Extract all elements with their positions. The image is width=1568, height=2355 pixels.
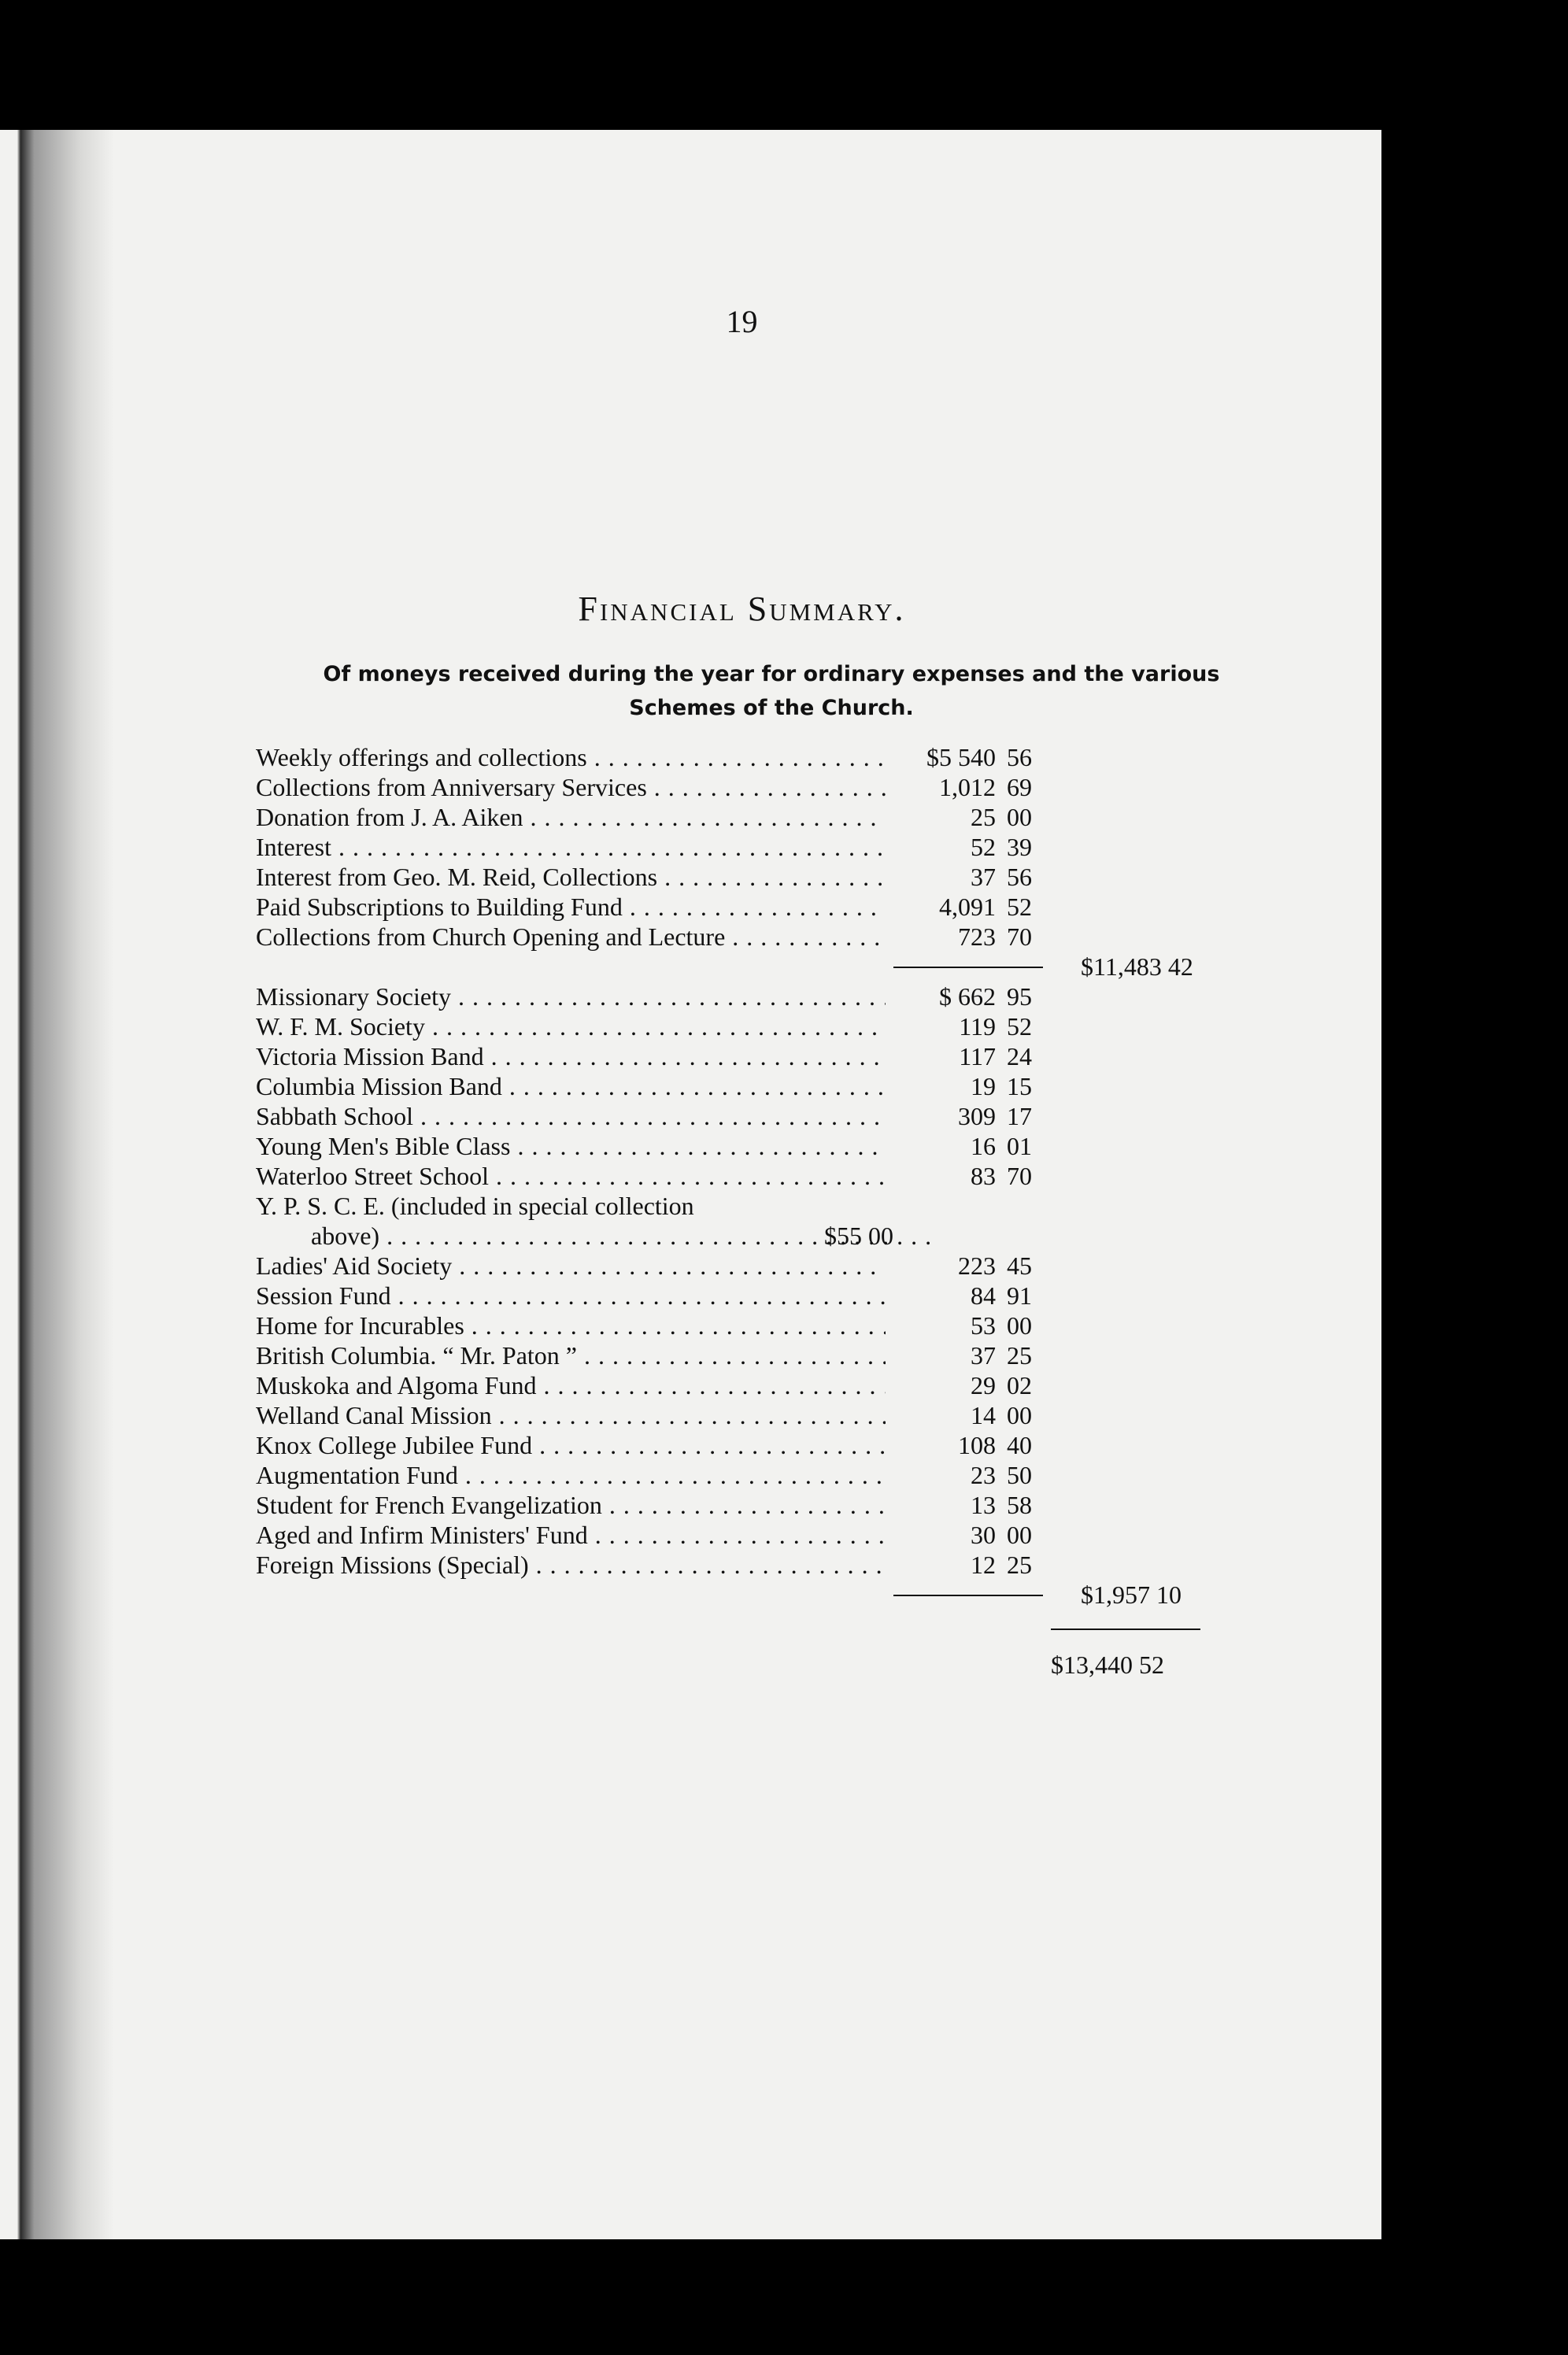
page-number: 19 [726, 304, 758, 339]
ledger-amount: $ 662 [939, 982, 996, 1011]
ledger-label: Paid Subscriptions to Building Fund . . . [256, 892, 886, 922]
ledger-amount: 117 [959, 1042, 996, 1070]
ledger-row [256, 742, 1256, 772]
ledger-row [256, 1370, 1256, 1400]
ledger-row [256, 1071, 1256, 1101]
section1-rule [893, 967, 1043, 968]
ledger-cents: 91 [1007, 1281, 1032, 1310]
ledger-row [256, 1490, 1256, 1520]
section1-total: $11,483 42 [1081, 952, 1193, 981]
ledger-cents: 52 [1007, 1012, 1032, 1041]
ledger-label: Foreign Missions (Special) . . . [256, 1550, 886, 1580]
ypsce-label-1: Y. P. S. C. E. (included in special collection [256, 1192, 694, 1220]
ledger-label: Knox College Jubilee Fund . . . [256, 1430, 886, 1460]
section2-total: $1,957 10 [1081, 1580, 1182, 1609]
ledger-row [256, 1011, 1256, 1041]
ledger-amount: 37 [971, 1341, 996, 1370]
ledger-cents: 39 [1007, 833, 1032, 861]
ledger-cents: 25 [1007, 1341, 1032, 1370]
ledger-cents: 17 [1007, 1102, 1032, 1130]
ledger-cents: 52 [1007, 893, 1032, 921]
subtitle-line-1: Of moneys received during the year for ordinary expenses and the various [323, 662, 1220, 686]
ledger-row [256, 1460, 1256, 1490]
grand-total: $13,440 52 [1051, 1651, 1164, 1679]
section2-rule [893, 1595, 1043, 1596]
document-page [102, 130, 1381, 2239]
ledger-amount: 223 [958, 1251, 996, 1280]
ledger-label: Missionary Society . . . [256, 982, 886, 1011]
ledger-row [256, 772, 1256, 802]
ledger-cents: 58 [1007, 1491, 1032, 1519]
ledger-cents: 70 [1007, 1162, 1032, 1190]
ledger-row [256, 832, 1256, 862]
page-title: Financial Summary. [578, 590, 906, 628]
ypsce-row-1 [256, 1191, 1256, 1221]
ledger-label: Weekly offerings and collections . . . [256, 742, 886, 772]
ledger-cents: 70 [1007, 922, 1032, 951]
ledger-amount: 119 [959, 1012, 996, 1041]
ledger-label: Muskoka and Algoma Fund . . . [256, 1370, 886, 1400]
ledger-label: Session Fund . . . [256, 1281, 886, 1311]
ledger-label: Collections from Anniversary Services . . . [256, 772, 886, 802]
ledger-cents: 95 [1007, 982, 1032, 1011]
ledger-label: Waterloo Street School . . . [256, 1161, 886, 1191]
ledger-cents: 00 [1007, 1311, 1032, 1340]
ledger-label: Student for French Evangelization . . . [256, 1490, 886, 1520]
ledger-label: Augmentation Fund . . . [256, 1460, 886, 1490]
ledger-cents: 40 [1007, 1431, 1032, 1459]
grand-total-rule [1051, 1629, 1200, 1630]
ledger-row [256, 1550, 1256, 1580]
ledger-label: Aged and Infirm Ministers' Fund . . . [256, 1520, 886, 1550]
ledger-row [256, 1251, 1256, 1281]
ledger-label: Home for Incurables . . . [256, 1311, 886, 1340]
ledger-row [256, 1340, 1256, 1370]
ledger-amount: 1,012 [939, 773, 996, 801]
ypsce-amount: $55 00 [824, 1222, 893, 1250]
ledger-cents: 02 [1007, 1371, 1032, 1399]
ledger-amount: 16 [971, 1132, 996, 1160]
ledger-row [256, 802, 1256, 832]
ledger-row [256, 1101, 1256, 1131]
section2-total-row [256, 1580, 1256, 1610]
ledger-label: Ladies' Aid Society . . . [256, 1251, 886, 1281]
ledger-cents: 00 [1007, 1521, 1032, 1549]
ledger-row [256, 1131, 1256, 1161]
subtitle-line-2: Schemes of the Church. [629, 696, 914, 720]
ledger-label: W. F. M. Society . . . [256, 1011, 886, 1041]
ledger-amount: 29 [971, 1371, 996, 1399]
ledger-row [256, 1311, 1256, 1340]
ledger-label: Collections from Church Opening and Lecture . . . [256, 922, 886, 952]
section1-total-row [256, 952, 1256, 982]
grand-total-rules [256, 1610, 1256, 1641]
ledger-amount: 4,091 [939, 893, 996, 921]
schemes-section-a [256, 982, 1256, 1191]
ledger-cents: 56 [1007, 743, 1032, 771]
ledger-amount: 52 [971, 833, 996, 861]
ledger-label: Welland Canal Mission . . . [256, 1400, 886, 1430]
ledger-amount: 723 [958, 922, 996, 951]
ledger-amount: $5 540 [926, 743, 996, 771]
ledger-cents: 15 [1007, 1072, 1032, 1100]
ledger-cents: 00 [1007, 1401, 1032, 1429]
ledger-amount: 23 [971, 1461, 996, 1489]
schemes-section-b [256, 1251, 1256, 1580]
ledger-row [256, 1161, 1256, 1191]
ypsce-label-2-text: above) [311, 1222, 380, 1250]
ledger-label: Sabbath School . . . [256, 1101, 886, 1131]
ledger-amount: 309 [958, 1102, 996, 1130]
ledger-row [256, 862, 1256, 892]
ledger-row [256, 892, 1256, 922]
ledger-amount: 12 [971, 1551, 996, 1579]
ledger-cents: 01 [1007, 1132, 1032, 1160]
ledger-row [256, 1430, 1256, 1460]
grand-total-row [256, 1641, 1256, 1688]
ledger-label: Interest . . . [256, 832, 886, 862]
ledger-amount: 53 [971, 1311, 996, 1340]
ledger-cents: 25 [1007, 1551, 1032, 1579]
ledger-row [256, 1041, 1256, 1071]
ledger-amount: 19 [971, 1072, 996, 1100]
ledger-label: Interest from Geo. M. Reid, Collections . . . [256, 862, 886, 892]
financial-ledger [256, 742, 1256, 1688]
ledger-row [256, 922, 1256, 952]
ledger-cents: 69 [1007, 773, 1032, 801]
ledger-amount: 83 [971, 1162, 996, 1190]
ledger-cents: 45 [1007, 1251, 1032, 1280]
ledger-row [256, 1281, 1256, 1311]
ledger-amount: 108 [958, 1431, 996, 1459]
ledger-cents: 50 [1007, 1461, 1032, 1489]
ordinary-receipts-section [256, 742, 1256, 952]
ledger-cents: 56 [1007, 863, 1032, 891]
book-spine-shadow [0, 130, 114, 2239]
ledger-amount: 13 [971, 1491, 996, 1519]
ledger-amount: 84 [971, 1281, 996, 1310]
ypsce-row-2 [256, 1221, 1256, 1251]
ledger-cents: 24 [1007, 1042, 1032, 1070]
ledger-label: Columbia Mission Band . . . [256, 1071, 886, 1101]
ledger-label: British Columbia. “ Mr. Paton ” . . . [256, 1340, 886, 1370]
ledger-label: Young Men's Bible Class . . . [256, 1131, 886, 1161]
ledger-cents: 00 [1007, 803, 1032, 831]
ledger-label: Victoria Mission Band . . . [256, 1041, 886, 1071]
ledger-row [256, 1520, 1256, 1550]
ledger-row [256, 982, 1256, 1011]
ledger-label: Donation from J. A. Aiken . . . [256, 802, 886, 832]
page-subtitle [252, 657, 1291, 725]
ledger-row [256, 1400, 1256, 1430]
ledger-amount: 30 [971, 1521, 996, 1549]
ledger-amount: 37 [971, 863, 996, 891]
ledger-amount: 14 [971, 1401, 996, 1429]
ledger-amount: 25 [971, 803, 996, 831]
